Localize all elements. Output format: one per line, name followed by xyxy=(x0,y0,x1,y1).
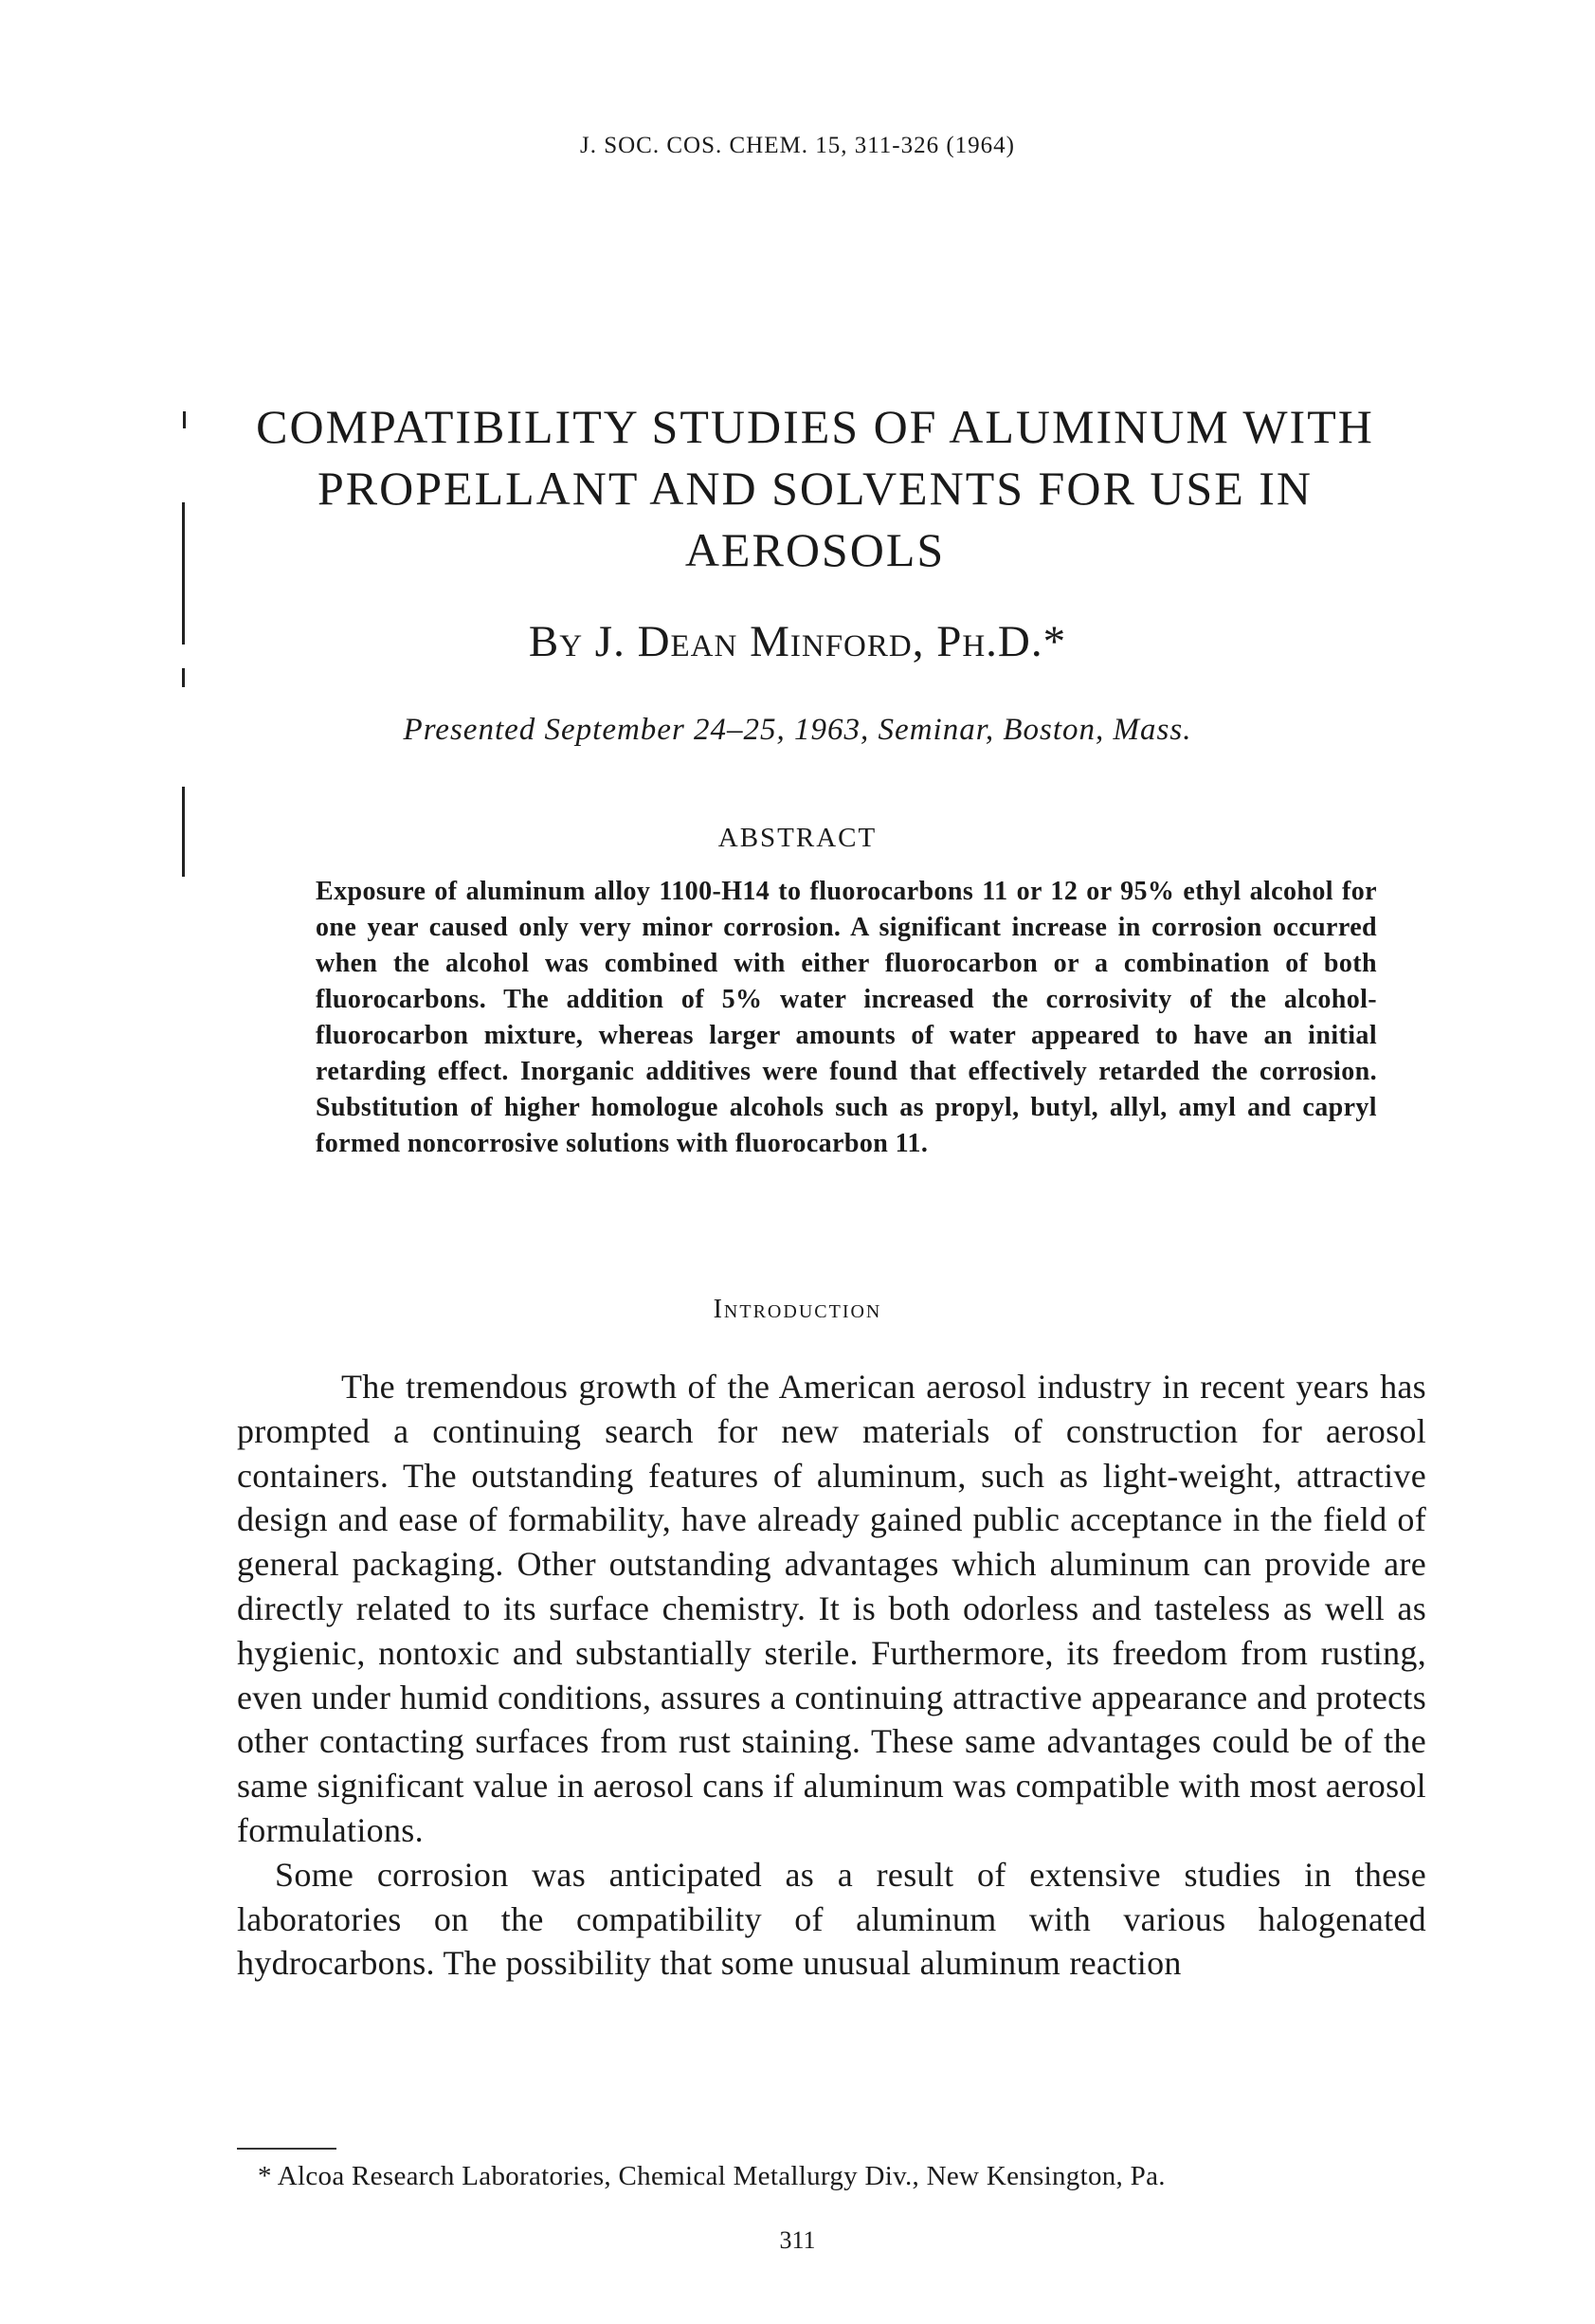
page-number: 311 xyxy=(779,2226,816,2254)
presented-line: Presented September 24–25, 1963, Seminar, Boston, Mass. xyxy=(403,713,1192,747)
footnote-rule xyxy=(237,2148,336,2150)
paragraph: Some corrosion was anticipated as a result of extensive studies in these laboratories on the compatibility of aluminum with various halogenated hydrocarbons. The possibility that some unusual aluminum reaction xyxy=(237,1855,1426,1983)
paper-title: COMPATIBILITY STUDIES OF ALUMINUM WITH PROPELLANT AND SOLVENTS FOR USE IN AEROSOLS xyxy=(256,400,1374,576)
abstract-text: Exposure of aluminum alloy 1100-H14 to fluorocarbons 11 or 12 or 95% ethyl alcohol for one year caused only very minor corrosion. A significant increase in corrosion occurred when the alcohol was combined with either fluorocarbon or a combination of both fluorocarbons. The addition of 5% water increased the corrosivity of the alcohol-fluorocarbon mixture, whereas larger amounts of water appeared to have an initial retarding effect. Inorganic additives were found that effectively retarded the corrosion. Substitution of higher homologue alcohols such as propyl, butyl, allyl, amyl and capryl formed noncorrosive solutions with fluorocarbon 11. xyxy=(316,877,1377,1158)
abstract-heading: ABSTRACT xyxy=(717,823,878,853)
running-head: J. SOC. COS. CHEM. 15, 311-326 (1964) xyxy=(579,133,1016,158)
scan-margin-mark xyxy=(183,411,186,428)
author-line: By J. Dean Minford, Ph.D.* xyxy=(528,617,1067,666)
footnote: * Alcoa Research Laboratories, Chemical Metallurgy Div., New Kensington, Pa. xyxy=(258,2161,1166,2191)
introduction-heading: Introduction xyxy=(713,1295,882,1324)
scan-margin-mark xyxy=(182,502,185,645)
scan-margin-mark xyxy=(182,787,185,877)
scan-margin-mark xyxy=(182,668,185,687)
paragraph: The tremendous growth of the American aerosol industry in recent years has prompted a continuing search for new materials of construction for aerosol containers. The outstanding features of aluminum, such as light-weight, attractive design and ease of formability, have already gained public acceptance in the field of general packaging. Other outstanding advantages which aluminum can provide are directly related to its surface chemistry. It is both odorless and tasteless as well as hygienic, nontoxic and substantially sterile. Furthermore, its freedom from rusting, even under humid conditions, assures a continuing attractive appearance and protects other contacting surfaces from rust staining. These same advantages could be of the same significant value in aerosol cans if aluminum was compatible with most aerosol formulations. xyxy=(237,1368,1426,1849)
introduction-body xyxy=(237,1365,1426,1986)
